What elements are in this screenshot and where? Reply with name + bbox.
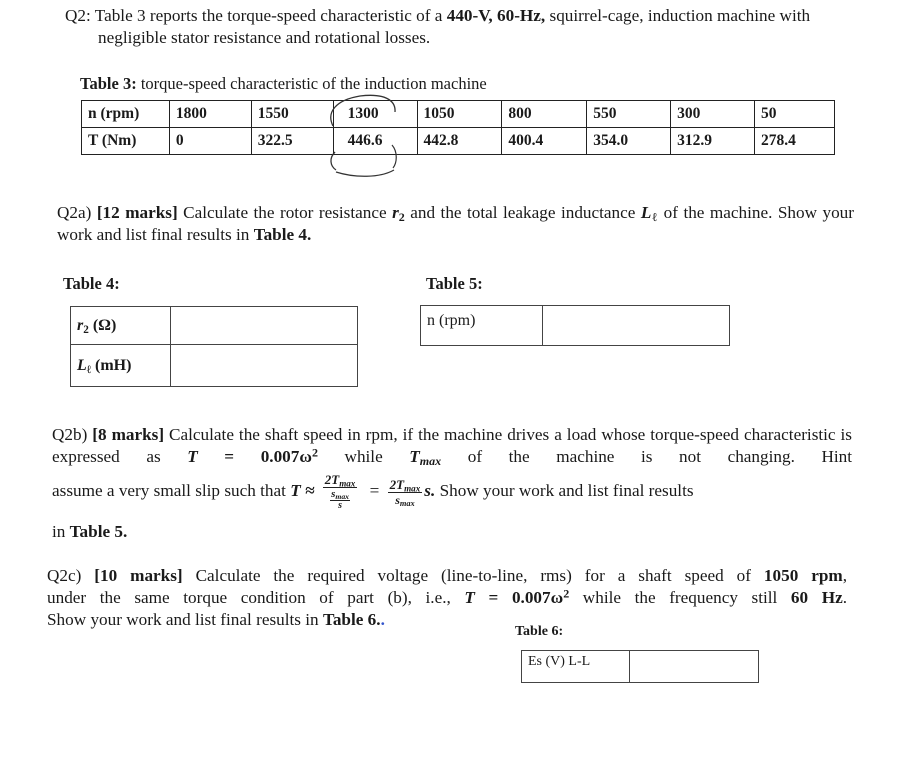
q2b-label: Q2b) xyxy=(52,425,88,444)
table4-row-r2 xyxy=(71,307,358,345)
q2c-text: Q2c) [10 marks] Calculate the required voltage (line-to-line, rms) for a shaft speed of 1050 rpm, under the same torque condition of part (b), i.e., $T = 0.007\omega^2$ while the frequency still 60 Hz. Show your work and list final results in Table 6.. xyxy=(47,566,848,629)
table-cell: 322.5 xyxy=(251,128,333,155)
table5-row xyxy=(421,306,730,346)
table4-row-le xyxy=(71,345,358,387)
table5 xyxy=(420,305,730,346)
table-cell: 400.4 xyxy=(502,128,587,155)
q2-label: Q2: xyxy=(65,6,91,25)
table-cell: 354.0 xyxy=(587,128,671,155)
table3-torque-row xyxy=(82,128,835,155)
table-cell: 800 xyxy=(502,101,587,128)
r2-value-cell[interactable] xyxy=(170,307,357,345)
circle-stroke-bottom xyxy=(336,170,394,176)
table-cell: 550 xyxy=(587,101,671,128)
n-rpm-value-cell[interactable] xyxy=(542,306,729,346)
table-cell: 1050 xyxy=(417,101,502,128)
torque-header: T (Nm) xyxy=(82,128,170,155)
q2c-label: Q2c) xyxy=(47,566,82,585)
table3-speed-row xyxy=(82,101,835,128)
table-cell: 312.9 xyxy=(671,128,755,155)
n-rpm-label: n (rpm) xyxy=(421,306,543,346)
fraction-2tmax-over-smax-over-s: $\frac{2T_{max}}{\frac{s_{max}}{s}}$ xyxy=(324,472,356,511)
es-value-cell[interactable] xyxy=(629,651,758,683)
table-cell: 300 xyxy=(671,101,755,128)
table5-caption: Table 5: xyxy=(426,274,483,293)
es-label: Es (V) L-L xyxy=(522,651,630,683)
table-cell: 50 xyxy=(755,101,835,128)
table-cell: 442.8 xyxy=(417,128,502,155)
le-value-cell[interactable] xyxy=(170,345,357,387)
le-label: $L_\ell$ (mH) xyxy=(71,345,171,387)
table-cell: 446.6 xyxy=(333,128,417,155)
q2-intro: Q2: Table 3 reports the torque-speed characteristic of a 440-V, 60-Hz, squirrel-cage, induction machine with negligible stator resistance and rotational losses. xyxy=(65,6,811,47)
table-cell: 278.4 xyxy=(755,128,835,155)
table4-caption: Table 4: xyxy=(63,274,120,293)
r2-label: $r_2$ (Ω) xyxy=(71,307,171,345)
table-cell: 1550 xyxy=(251,101,333,128)
table3-caption: Table 3: torque-speed characteristic of the induction machine xyxy=(80,74,487,93)
table4 xyxy=(70,306,358,387)
fraction-2tmax-over-smax: $\frac{2T_{max}}{s_{max}}$ xyxy=(389,477,421,509)
q2a-text: Q2a) [12 marks] Calculate the rotor resistance $r_2$ and the total leakage inductance $L_\ell$ of the machine. Show your work and list final results in Table 4. xyxy=(57,203,854,244)
q2b-text: Q2b) [8 marks] Calculate the shaft speed in rpm, if the machine drives a load whose torque-speed characteristic is expressed as $T = 0.007\omega^2$ while $T_{max}$ of the machine is not changing. Hint assume a very small slip such that T ≈ $\frac{2T_{max}}{\frac{s_{max}}{s}}$ = $\frac{2T_{max}}{s_{max}}$ s. Show your work and list final results in Table 5. xyxy=(52,425,853,541)
trailing-dot: . xyxy=(380,610,385,629)
table-cell: 1300 xyxy=(333,101,417,128)
table6 xyxy=(521,650,759,683)
table-cell: 1800 xyxy=(169,101,251,128)
speed-header: n (rpm) xyxy=(82,101,170,128)
table6-caption: Table 6: xyxy=(515,624,564,639)
table-cell: 0 xyxy=(169,128,251,155)
q2a-label: Q2a) xyxy=(57,203,92,222)
table3 xyxy=(81,100,835,155)
table6-row xyxy=(522,651,759,683)
